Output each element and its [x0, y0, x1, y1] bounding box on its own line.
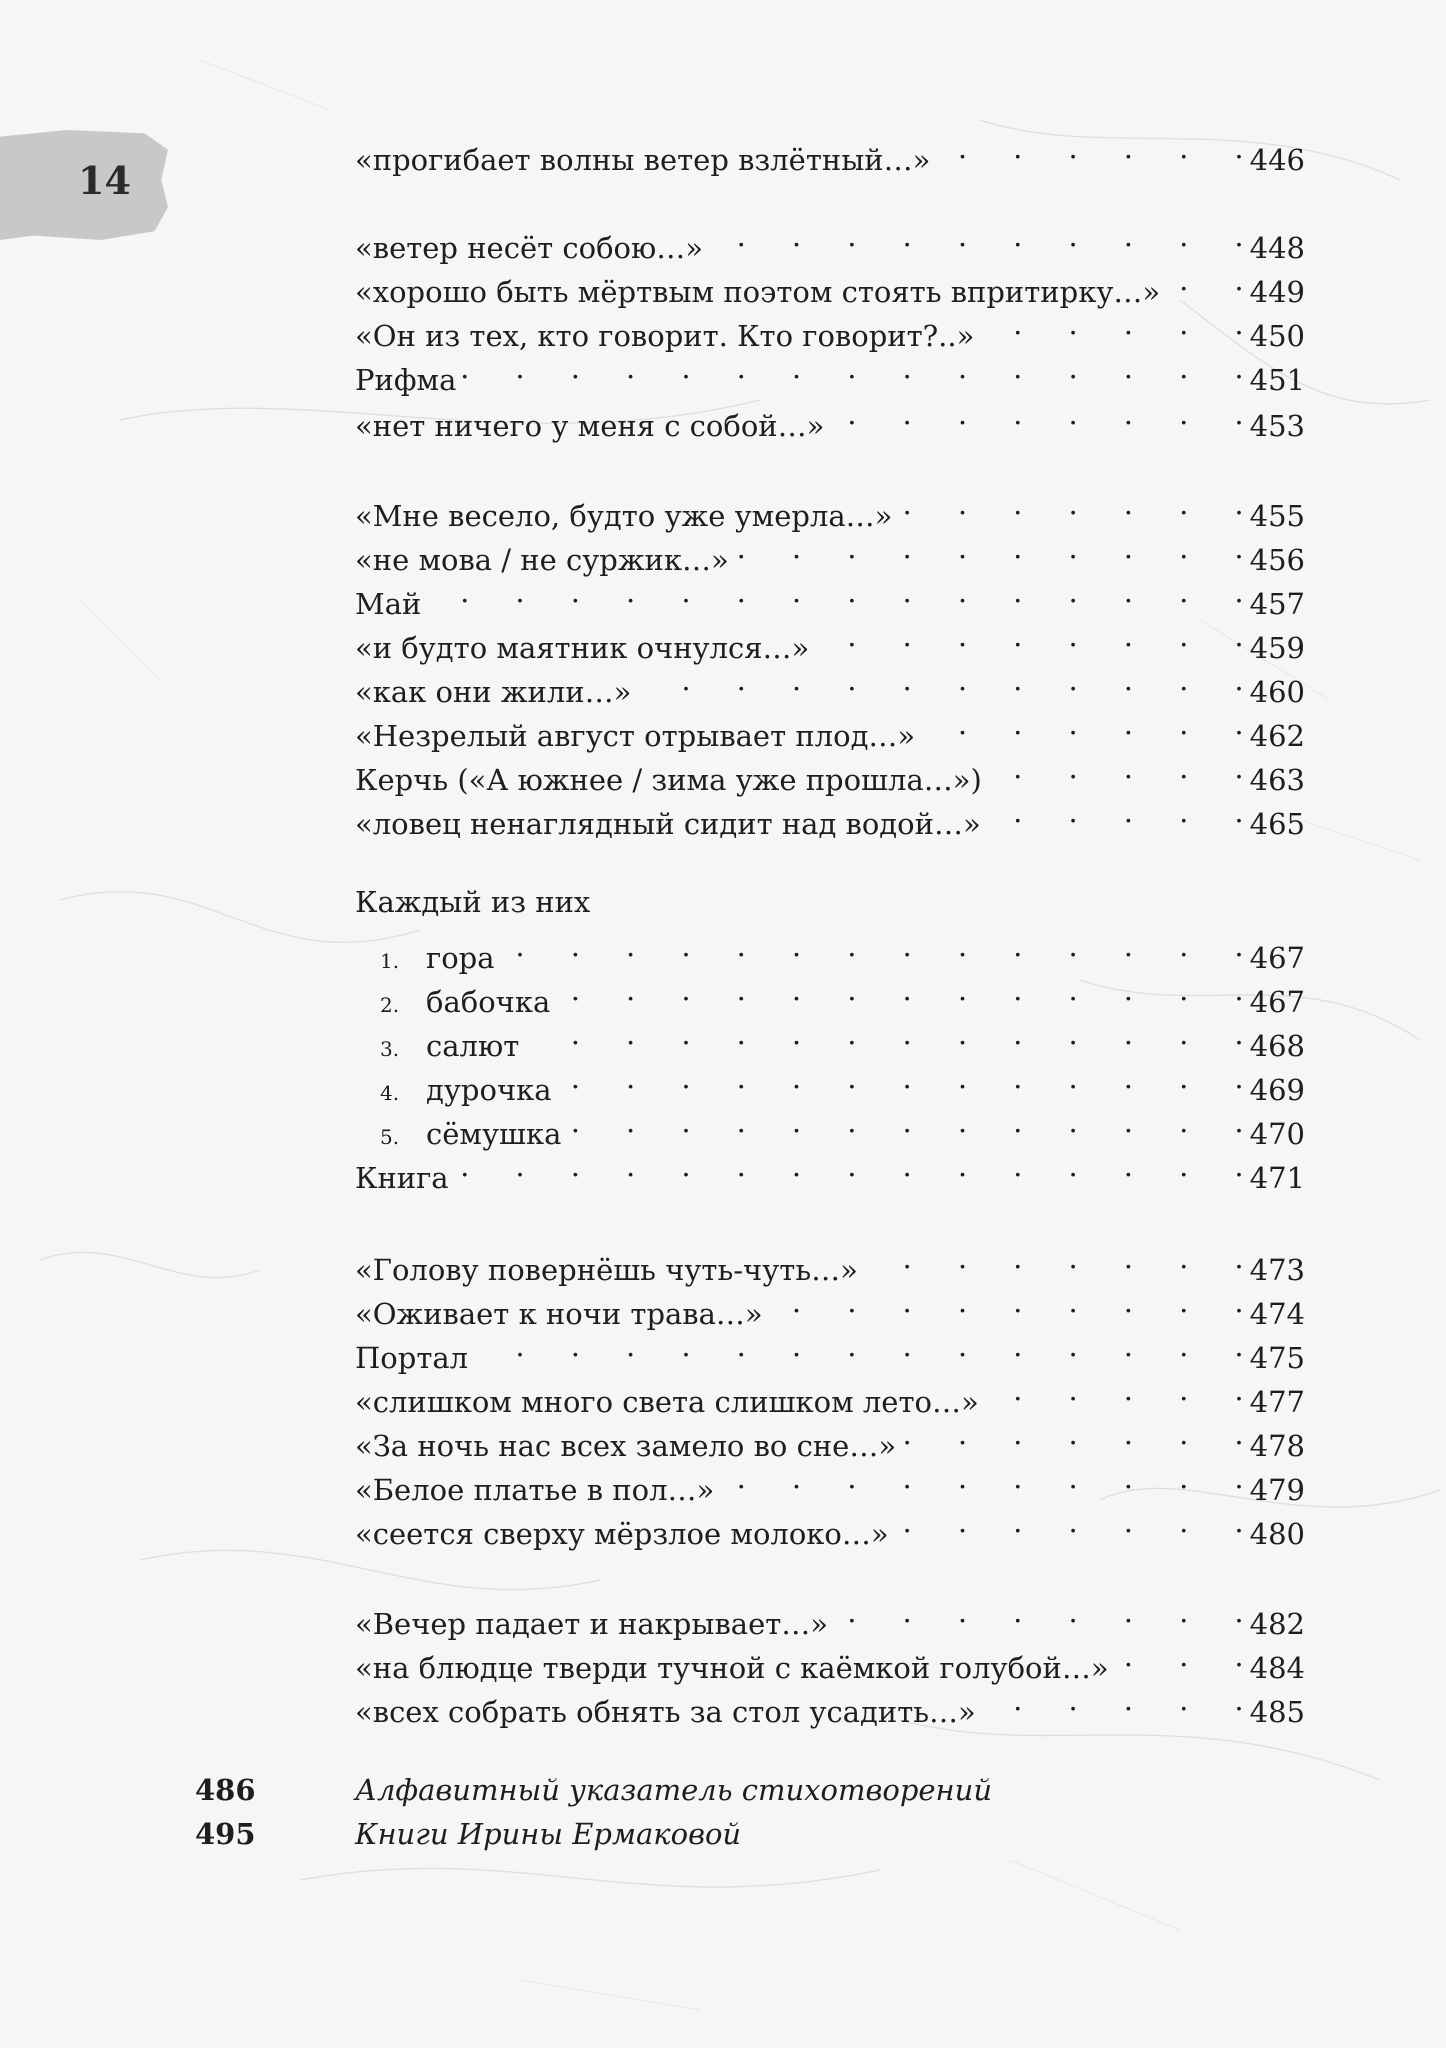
- dot-leader: [895, 1500, 1244, 1544]
- toc-entry-page: 459: [1249, 631, 1305, 665]
- cycle-item-number: 2.: [380, 993, 400, 1017]
- appendix-title: Алфавитный указатель стихотворений: [355, 1773, 993, 1807]
- dot-leader: [556, 968, 1243, 1012]
- toc-entry-title: Портал: [355, 1341, 469, 1375]
- cycle-item-title: бабочка: [426, 985, 551, 1019]
- dot-leader: [1166, 258, 1244, 302]
- cycle-item-page: 468: [1249, 1029, 1305, 1063]
- toc-entry-page: 446: [1249, 143, 1305, 177]
- dot-leader: [936, 126, 1243, 170]
- dot-leader: [427, 570, 1243, 614]
- toc-entry-page: 479: [1249, 1473, 1305, 1507]
- toc-entry-title: Май: [355, 587, 422, 621]
- cycle-item[interactable]: [380, 1012, 1305, 1063]
- dot-leader: [1115, 1634, 1244, 1678]
- toc-entry-page: 448: [1249, 231, 1305, 265]
- toc-entry-page: 471: [1249, 1161, 1305, 1195]
- toc-entry-page: 455: [1249, 499, 1305, 533]
- dot-leader: [474, 1324, 1244, 1368]
- toc-entry-title: «За ночь нас всех замело во сне…»: [355, 1429, 897, 1463]
- toc-entry[interactable]: [355, 258, 1305, 309]
- dot-leader: [921, 702, 1243, 746]
- toc-entry-page: 449: [1249, 275, 1305, 309]
- dot-leader: [815, 614, 1243, 658]
- toc-entry[interactable]: [355, 1500, 1305, 1551]
- toc-entry-title: «Белое платье в пол…»: [355, 1473, 715, 1507]
- toc-entry-page: 465: [1249, 807, 1305, 841]
- toc-entry[interactable]: [355, 790, 1305, 841]
- toc-entry-title: «прогибает волны ветер взлётный…»: [355, 143, 931, 177]
- cycle-item-page: 467: [1249, 941, 1305, 975]
- toc-entry-title: «ловец ненаглядный сидит над водой…»: [355, 807, 981, 841]
- toc-entry[interactable]: [355, 658, 1305, 709]
- dot-leader: [525, 1012, 1243, 1056]
- toc-entry[interactable]: [355, 1324, 1305, 1375]
- cycle-heading[interactable]: Каждый из них: [355, 885, 591, 919]
- toc-entry-title: «Оживает к ночи трава…»: [355, 1297, 763, 1331]
- dot-leader: [988, 746, 1244, 790]
- appendix-page: 486: [195, 1773, 256, 1807]
- toc-entry-page: 477: [1249, 1385, 1305, 1419]
- toc-entry-page: 485: [1249, 1695, 1305, 1729]
- cycle-item[interactable]: [380, 968, 1305, 1019]
- dot-leader: [830, 392, 1243, 436]
- dot-leader: [462, 346, 1243, 390]
- dot-leader: [898, 482, 1243, 526]
- toc-entry[interactable]: [355, 1456, 1305, 1507]
- toc-entry[interactable]: [355, 1280, 1305, 1331]
- toc-entry-title: Книга: [355, 1161, 449, 1195]
- cycle-item-page: 467: [1249, 985, 1305, 1019]
- toc-entry-title: «нет ничего у меня с собой…»: [355, 409, 825, 443]
- dot-leader: [982, 1678, 1244, 1722]
- toc-entry-title: «Вечер падает и накрывает…»: [355, 1607, 829, 1641]
- toc-entry-title: «слишком много света слишком лето…»: [355, 1385, 979, 1419]
- cycle-item-number: 1.: [380, 949, 400, 973]
- dot-leader: [455, 1144, 1244, 1188]
- toc-entry-page: 484: [1249, 1651, 1305, 1685]
- dot-leader: [735, 526, 1244, 570]
- cycle-item-number: 5.: [380, 1125, 400, 1149]
- toc-entry-title: «Голову повернёшь чуть-чуть…»: [355, 1253, 858, 1287]
- toc-entry[interactable]: [355, 1590, 1305, 1641]
- page-number: 14: [78, 158, 131, 203]
- toc-entry-title: «Мне весело, будто уже умерла…»: [355, 499, 893, 533]
- toc-entry[interactable]: [355, 126, 1305, 177]
- toc-entry[interactable]: [355, 392, 1305, 443]
- dot-leader: [985, 1368, 1244, 1412]
- cycle-item-page: 470: [1249, 1117, 1305, 1151]
- toc-entry-title: Рифма: [355, 363, 457, 397]
- toc-entry-title: «Незрелый август отрывает плод…»: [355, 719, 916, 753]
- dot-leader: [864, 1236, 1244, 1280]
- cycle-item-number: 4.: [380, 1081, 400, 1105]
- toc-entry[interactable]: [355, 482, 1305, 533]
- toc-entry-title: «на блюдце тверди тучной с каёмкой голубой…»: [355, 1651, 1109, 1685]
- dot-leader: [834, 1590, 1244, 1634]
- dot-leader: [501, 924, 1244, 968]
- toc-entry-title: Керчь («А южнее / зима уже прошла…»): [355, 763, 982, 797]
- dot-leader: [987, 790, 1244, 834]
- toc-entry-title: «сеется сверху мёрзлое молоко…»: [355, 1517, 889, 1551]
- cycle-item-title: гора: [426, 941, 495, 975]
- toc-entry-page: 463: [1249, 763, 1305, 797]
- toc-entry[interactable]: [355, 1678, 1305, 1729]
- toc-entry-page: 460: [1249, 675, 1305, 709]
- toc-entry-page: 456: [1249, 543, 1305, 577]
- cycle-item-number: 3.: [380, 1037, 400, 1061]
- appendix-entry[interactable]: [0, 1812, 1446, 1856]
- cycle-item[interactable]: [380, 1100, 1305, 1151]
- dot-leader: [567, 1100, 1243, 1144]
- dot-leader: [902, 1412, 1244, 1456]
- dot-leader: [558, 1056, 1244, 1100]
- toc-entry[interactable]: [355, 614, 1305, 665]
- toc-entry-title: «хорошо быть мёртвым поэтом стоять впритирку…»: [355, 275, 1161, 309]
- toc-entry[interactable]: [355, 570, 1305, 621]
- toc-entry[interactable]: [355, 1634, 1305, 1685]
- toc-entry-title: «не мова / не суржик…»: [355, 543, 729, 577]
- toc-entry-title: «ветер несёт собою…»: [355, 231, 703, 265]
- toc-entry-page: 451: [1249, 363, 1305, 397]
- toc-entry[interactable]: [355, 526, 1305, 577]
- toc-entry[interactable]: [355, 1368, 1305, 1419]
- toc-entry-page: 473: [1249, 1253, 1305, 1287]
- toc-entry-title: «Он из тех, кто говорит. Кто говорит?..»: [355, 319, 975, 353]
- dot-leader: [769, 1280, 1244, 1324]
- toc-entry-title: «всех собрать обнять за стол усадить…»: [355, 1695, 976, 1729]
- dot-leader: [980, 302, 1243, 346]
- toc-entry-page: 450: [1249, 319, 1305, 353]
- toc-entry-page: 480: [1249, 1517, 1305, 1551]
- toc-entry[interactable]: [355, 346, 1305, 397]
- toc-entry[interactable]: [355, 746, 1305, 797]
- appendix-page: 495: [195, 1817, 256, 1851]
- cycle-item-title: сёмушка: [426, 1117, 562, 1151]
- toc-entry-page: 457: [1249, 587, 1305, 621]
- toc-entry-title: «как они жили…»: [355, 675, 632, 709]
- appendix-title: Книги Ирины Ермаковой: [355, 1817, 742, 1851]
- toc-entry[interactable]: [355, 702, 1305, 753]
- toc-entry-page: 475: [1249, 1341, 1305, 1375]
- dot-leader: [709, 214, 1244, 258]
- toc-entry-page: 453: [1249, 409, 1305, 443]
- appendix-entry[interactable]: [0, 1768, 1446, 1812]
- cycle-item-title: салют: [426, 1029, 520, 1063]
- toc-entry-title: «и будто маятник очнулся…»: [355, 631, 810, 665]
- dot-leader: [637, 658, 1243, 702]
- toc-entry-page: 462: [1249, 719, 1305, 753]
- cycle-item-page: 469: [1249, 1073, 1305, 1107]
- toc-entry-page: 482: [1249, 1607, 1305, 1641]
- toc-entry-page: 474: [1249, 1297, 1305, 1331]
- toc-entry[interactable]: [355, 1236, 1305, 1287]
- toc-entry-page: 478: [1249, 1429, 1305, 1463]
- toc-entry[interactable]: [355, 214, 1305, 265]
- toc-entry[interactable]: [355, 302, 1305, 353]
- cycle-item-title: дурочка: [426, 1073, 552, 1107]
- toc-entry[interactable]: [355, 1144, 1305, 1195]
- cycle-item[interactable]: [380, 924, 1305, 975]
- dot-leader: [720, 1456, 1243, 1500]
- toc-entry[interactable]: [355, 1412, 1305, 1463]
- cycle-item[interactable]: [380, 1056, 1305, 1107]
